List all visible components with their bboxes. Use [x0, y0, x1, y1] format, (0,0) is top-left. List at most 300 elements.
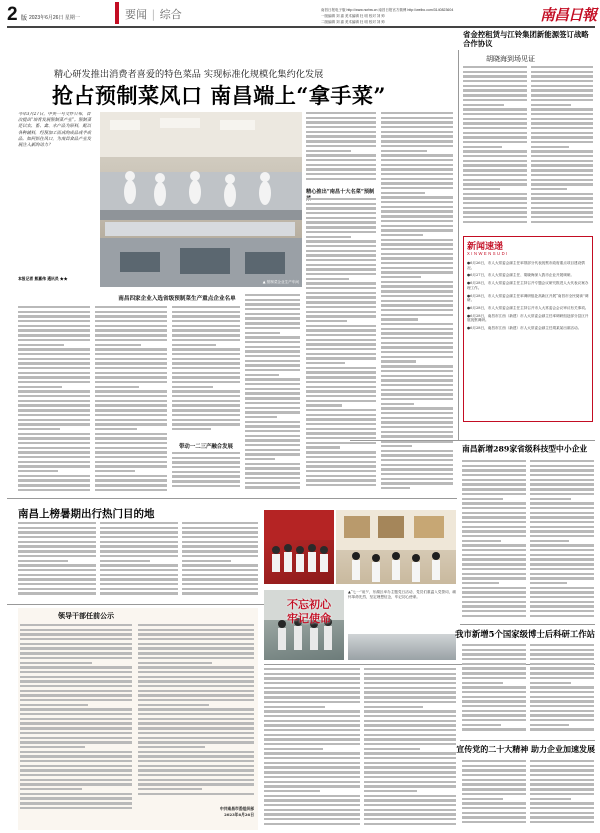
text-line [18, 433, 90, 435]
text-line [306, 484, 376, 486]
feature-title-line-1: 不忘初心 [287, 598, 331, 611]
text-line [20, 713, 132, 715]
text-line [306, 140, 376, 142]
text-line [462, 479, 526, 481]
text-line [18, 588, 96, 590]
text-line [95, 372, 167, 374]
text-line [20, 629, 132, 631]
news-item: ●6月28日，南昌市江西（新建）市人大常委会副主任率调研组赴部分县区开展视察调研。 [467, 313, 589, 323]
text-line [530, 483, 594, 485]
text-line [530, 700, 594, 702]
text-line [462, 779, 526, 781]
text-line [381, 121, 453, 123]
text-line [462, 535, 526, 537]
text-line [138, 741, 254, 743]
text-line [531, 94, 593, 96]
text-line [531, 75, 593, 77]
text-line [462, 549, 526, 551]
text-line [172, 306, 240, 308]
text-line [462, 807, 526, 809]
text-line [245, 425, 300, 427]
text-line [172, 428, 211, 430]
text-line [531, 80, 593, 82]
text-line [306, 135, 376, 137]
text-line [364, 677, 456, 679]
text-line [306, 154, 376, 156]
text-line [264, 781, 360, 783]
text-line [172, 461, 240, 463]
text-line [18, 545, 96, 547]
text-line [530, 610, 594, 612]
text-line [306, 121, 376, 123]
text-line [462, 563, 526, 565]
text-line [462, 573, 526, 575]
text-line [306, 339, 376, 341]
text-line [381, 178, 453, 180]
text-line [364, 804, 456, 806]
text-line [381, 393, 453, 395]
text-line [530, 512, 594, 514]
notice-title: 领导干部任前公示 [58, 611, 114, 620]
text-line [20, 666, 132, 668]
text-line [245, 388, 300, 390]
text-line [18, 484, 90, 486]
text-line [18, 362, 90, 364]
text-line [18, 376, 90, 378]
text-line [95, 404, 167, 406]
text-line [95, 484, 167, 486]
lead-kicker: 精心研发推出消费者喜爱的特色菜品 实现标准化规模化集约化发展 [54, 69, 324, 80]
text-line [264, 710, 360, 712]
text-line [95, 306, 167, 308]
text-line [463, 202, 527, 204]
text-line [138, 779, 254, 781]
text-line [264, 701, 360, 703]
text-line [245, 332, 280, 334]
text-line [172, 315, 240, 317]
text-line [172, 480, 240, 482]
text-line [463, 71, 527, 73]
bottom-mid-col-1 [264, 668, 360, 830]
text-line [138, 788, 202, 790]
text-line [20, 704, 88, 706]
text-line [95, 390, 167, 392]
text-line [245, 336, 300, 338]
text-line [306, 446, 340, 448]
news-box-title: 新闻速递 [467, 242, 504, 252]
text-line [531, 193, 593, 195]
text-line [462, 710, 526, 712]
text-line [95, 339, 167, 341]
text-line [381, 403, 414, 405]
section-divider [7, 604, 269, 605]
text-line [381, 300, 453, 302]
text-line [182, 560, 231, 562]
text-line [95, 451, 167, 453]
text-line [463, 155, 527, 157]
text-line [20, 746, 85, 748]
text-line [306, 221, 376, 223]
text-line [462, 526, 526, 528]
section-divider [7, 498, 457, 499]
text-line [138, 722, 254, 724]
bottom-left-col-2 [100, 522, 178, 600]
text-line [18, 315, 90, 317]
text-line [530, 658, 594, 660]
text-line [138, 765, 254, 767]
text-line [531, 108, 593, 110]
notice-col-2 [138, 624, 254, 802]
text-line [172, 344, 216, 346]
text-line [462, 493, 526, 495]
text-line [18, 461, 90, 463]
text-line [462, 714, 526, 716]
text-line [381, 145, 453, 147]
text-line [95, 433, 167, 435]
text-line [172, 367, 240, 369]
factory-scene [100, 112, 302, 287]
text-line [100, 545, 178, 547]
text-line [18, 390, 90, 392]
text-line [182, 592, 258, 594]
text-line [138, 774, 254, 776]
text-line [364, 790, 417, 792]
text-line [530, 498, 571, 500]
text-line [531, 141, 593, 143]
text-line [95, 479, 167, 481]
text-line [245, 453, 300, 455]
text-line [95, 367, 167, 369]
text-line [381, 468, 453, 470]
text-line [18, 311, 90, 313]
text-line [531, 132, 593, 134]
text-line [531, 146, 569, 148]
text-line [18, 358, 90, 360]
text-line [306, 371, 376, 373]
text-line [463, 183, 527, 185]
text-line [20, 685, 132, 687]
text-line [463, 221, 527, 223]
text-line [462, 812, 526, 814]
notice-footer-date: 2023年6月26日 [224, 812, 254, 817]
text-line [381, 164, 453, 166]
lead-subhead-1: 南昌四家企业入选省级预制菜生产重点企业名单 [118, 296, 236, 302]
text-line [172, 311, 240, 313]
text-line [463, 197, 527, 199]
lead-col-5a [306, 112, 376, 184]
text-line [20, 741, 132, 743]
bottom-right-col-4 [530, 760, 594, 830]
text-line [172, 423, 240, 425]
text-line [364, 701, 456, 703]
text-line [172, 381, 240, 383]
text-line [245, 313, 300, 315]
text-line [531, 71, 593, 73]
text-line [463, 207, 527, 209]
text-line [182, 550, 258, 552]
lead-col-1 [18, 306, 90, 494]
text-line [20, 807, 132, 809]
text-line [18, 320, 90, 322]
text-line [364, 673, 456, 675]
text-line [531, 202, 593, 204]
text-line [245, 327, 300, 329]
lead-col-4 [245, 294, 300, 494]
text-line [531, 164, 593, 166]
text-line [264, 720, 360, 722]
text-line [245, 294, 300, 296]
text-line [306, 264, 376, 266]
text-line [381, 276, 421, 278]
text-line [381, 243, 453, 245]
text-line [364, 795, 456, 797]
text-line [306, 301, 376, 303]
text-line [462, 663, 526, 665]
text-line [264, 724, 360, 726]
text-line [100, 527, 178, 529]
text-line [100, 569, 178, 571]
lead-col-2 [95, 306, 167, 494]
notice-box [18, 608, 258, 830]
text-line [531, 99, 593, 101]
text-line [381, 445, 412, 447]
text-line [20, 774, 132, 776]
text-line [20, 769, 132, 771]
text-line [306, 423, 376, 425]
text-line [531, 66, 593, 68]
news-item: ●6月28日，南昌市江西（新建）市人大常委会副主任胡某某出席活动。 [467, 326, 582, 331]
text-line [530, 760, 594, 762]
text-line [264, 706, 325, 708]
meta-line-editors-1: 一版编辑 刘 嘉 美术编辑 杜 明 校对 刘 帅 [321, 14, 385, 18]
text-line [18, 344, 64, 346]
feature-caption-text: ▲“七一”前夕，东湖区举办主题党日活动，党员们重温入党誓词，缅怀革命先烈，坚定理想信念，牢记初心使命。 [348, 590, 456, 599]
text-line [306, 131, 376, 133]
text-line [463, 216, 527, 218]
text-line [531, 113, 593, 115]
text-line [530, 601, 594, 603]
text-line [463, 89, 527, 91]
text-line [531, 197, 593, 199]
text-line [381, 210, 453, 212]
text-line [381, 346, 453, 348]
text-line [20, 690, 132, 692]
feature-photo-2 [336, 510, 456, 584]
text-line [306, 334, 376, 336]
text-line [18, 306, 90, 308]
text-line [462, 577, 526, 579]
text-line [381, 135, 453, 137]
text-line [381, 271, 453, 273]
text-line [463, 75, 527, 77]
text-line [245, 355, 300, 357]
text-line [530, 719, 594, 721]
text-line [138, 666, 254, 668]
text-line [462, 769, 526, 771]
text-line [306, 126, 376, 128]
text-line [462, 705, 526, 707]
text-line [462, 601, 526, 603]
text-line [530, 696, 594, 698]
text-line [463, 66, 527, 68]
text-line [364, 682, 456, 684]
text-line [306, 168, 376, 170]
text-line [463, 127, 527, 129]
text-line [306, 212, 376, 214]
text-line [20, 652, 132, 654]
text-line [18, 555, 96, 557]
text-line [20, 676, 132, 678]
right-top-col-1 [463, 66, 527, 230]
text-line [138, 769, 254, 771]
text-line [530, 530, 594, 532]
text-line [381, 412, 453, 414]
text-line [95, 395, 167, 397]
text-line [138, 680, 254, 682]
column-divider [458, 50, 459, 440]
text-line [364, 706, 423, 708]
text-line [462, 596, 526, 598]
text-line [381, 112, 453, 114]
text-line [18, 583, 96, 585]
text-line [364, 696, 456, 698]
text-line [364, 729, 456, 731]
text-line [18, 479, 90, 481]
text-line [463, 160, 527, 162]
text-line [172, 395, 240, 397]
text-line [530, 686, 594, 688]
text-line [381, 435, 453, 437]
text-line [138, 746, 205, 748]
text-line [530, 705, 594, 707]
text-line [306, 112, 376, 114]
page-number: 2 [7, 4, 18, 25]
text-line [18, 564, 96, 566]
text-line [18, 527, 96, 529]
text-line [18, 465, 90, 467]
text-line [245, 303, 300, 305]
text-line [306, 367, 376, 369]
text-line [18, 447, 90, 449]
text-line [245, 369, 300, 371]
text-line [20, 624, 132, 626]
text-line [462, 682, 503, 684]
text-line [463, 132, 527, 134]
text-line [306, 409, 376, 411]
text-line [381, 384, 453, 386]
text-line [463, 122, 527, 124]
text-line [182, 583, 258, 585]
text-line [381, 473, 453, 475]
text-line [462, 605, 526, 607]
text-line [381, 131, 453, 133]
text-line [463, 108, 527, 110]
text-line [381, 140, 453, 142]
text-line [95, 489, 167, 491]
text-line [264, 813, 360, 815]
text-line [530, 516, 594, 518]
text-line [245, 350, 300, 352]
text-line [138, 671, 254, 673]
text-line [364, 720, 456, 722]
text-line [95, 362, 167, 364]
feature-title-line-2: 牢记使命 [287, 612, 331, 625]
text-line [20, 708, 132, 710]
text-line [462, 465, 526, 467]
right-top-subtitle: 胡晓海到场见证 [486, 55, 535, 63]
text-line [462, 582, 499, 584]
text-line [245, 360, 300, 362]
text-line [138, 793, 254, 795]
text-line [381, 295, 453, 297]
text-line [531, 188, 567, 190]
text-line [306, 353, 376, 355]
text-line [306, 282, 376, 284]
text-line [95, 475, 167, 477]
text-line [306, 376, 376, 378]
text-line [172, 485, 240, 487]
text-line [531, 150, 593, 152]
text-line [306, 217, 376, 219]
text-line [530, 667, 594, 669]
text-line [381, 370, 453, 372]
text-line [138, 633, 254, 635]
text-line [18, 404, 90, 406]
text-line [18, 442, 90, 444]
text-line [381, 257, 453, 259]
text-line [381, 431, 453, 433]
text-line [530, 779, 594, 781]
text-line [530, 577, 594, 579]
text-line [531, 85, 593, 87]
news-item: ●6月28日，市人大常委会副主任率调研组赴高新区开展“南昌市全民阅读”调研。 [467, 293, 589, 303]
text-line [463, 193, 527, 195]
text-line [381, 454, 453, 456]
text-line [381, 375, 453, 377]
text-line [95, 419, 167, 421]
text-line [530, 615, 594, 617]
text-line [530, 774, 594, 776]
text-line [20, 797, 132, 799]
text-line [172, 362, 240, 364]
text-line [381, 192, 425, 194]
text-line [462, 691, 526, 693]
text-line [364, 748, 420, 750]
text-line [100, 550, 178, 552]
text-line [381, 342, 453, 344]
text-line [463, 211, 527, 213]
text-line [364, 691, 456, 693]
text-line [463, 188, 500, 190]
text-line [100, 555, 178, 557]
lead-title: 抢占预制菜风口 南昌端上“拿手菜” [52, 83, 386, 108]
text-line [530, 469, 594, 471]
text-line [264, 677, 360, 679]
text-line [306, 357, 376, 359]
text-line [20, 657, 132, 659]
text-line [463, 85, 527, 87]
text-line [18, 367, 90, 369]
text-line [172, 475, 240, 477]
text-line [462, 474, 526, 476]
text-line [462, 821, 526, 823]
text-line [306, 164, 376, 166]
text-line [531, 179, 593, 181]
text-line [462, 667, 526, 669]
text-line [530, 649, 594, 651]
text-line [245, 411, 300, 413]
text-line [462, 696, 526, 698]
